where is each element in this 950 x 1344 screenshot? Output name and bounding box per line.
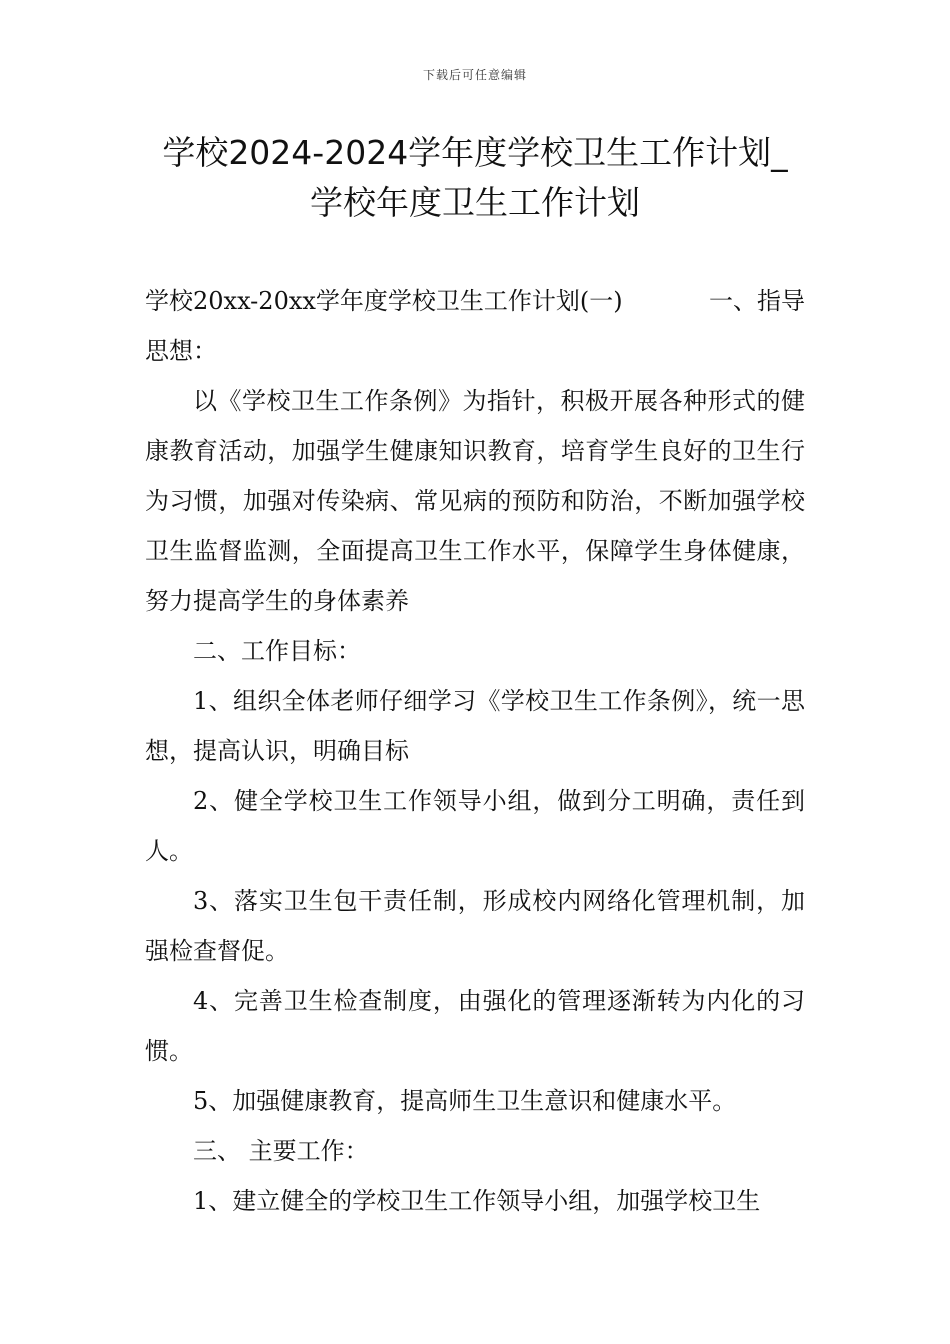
goal-item-4: 4、完善卫生检查制度，由强化的管理逐渐转为内化的习惯。: [145, 987, 805, 1065]
document-body: [145, 276, 805, 1226]
work-item-1: 1、建立健全的学校卫生工作领导小组，加强学校卫生: [193, 1187, 761, 1215]
title-line-1: 学校2024-2024学年度学校卫生工作计划_: [162, 133, 788, 172]
intro-line: [145, 276, 805, 326]
section-heading-2: 二、工作目标：: [193, 637, 361, 665]
intro-continuation: 思想：: [145, 337, 217, 365]
header-note: 下载后可任意编辑: [422, 68, 527, 82]
title-line-2: 学校年度卫生工作计划: [310, 183, 640, 222]
document-title: [120, 128, 830, 228]
goal-item-5: 5、加强健康教育，提高师生卫生意识和健康水平。: [193, 1087, 737, 1115]
goal-item-3: 3、落实卫生包干责任制，形成校内网络化管理机制，加强检查督促。: [145, 887, 805, 965]
section-heading-1: 一、指导: [709, 287, 805, 315]
section-heading-3: 三、 主要工作：: [193, 1137, 369, 1165]
goal-item-1: 1、组织全体老师仔细学习《学校卫生工作条例》，统一思想，提高认识，明确目标: [145, 687, 805, 765]
goal-item-2: 2、健全学校卫生工作领导小组，做到分工明确，责任到人。: [145, 787, 805, 865]
intro-text: 学校20xx-20xx学年度学校卫生工作计划(一): [145, 287, 623, 315]
guiding-paragraph: 以《学校卫生工作条例》为指针，积极开展各种形式的健康教育活动，加强学生健康知识教育，培育学生良好的卫生行为习惯，加强对传染病、常见病的预防和防治，不断加强学校卫生监督监测，全面提高卫生工作水平，保障学生身体健康，努力提高学生的身体素养: [145, 387, 805, 615]
